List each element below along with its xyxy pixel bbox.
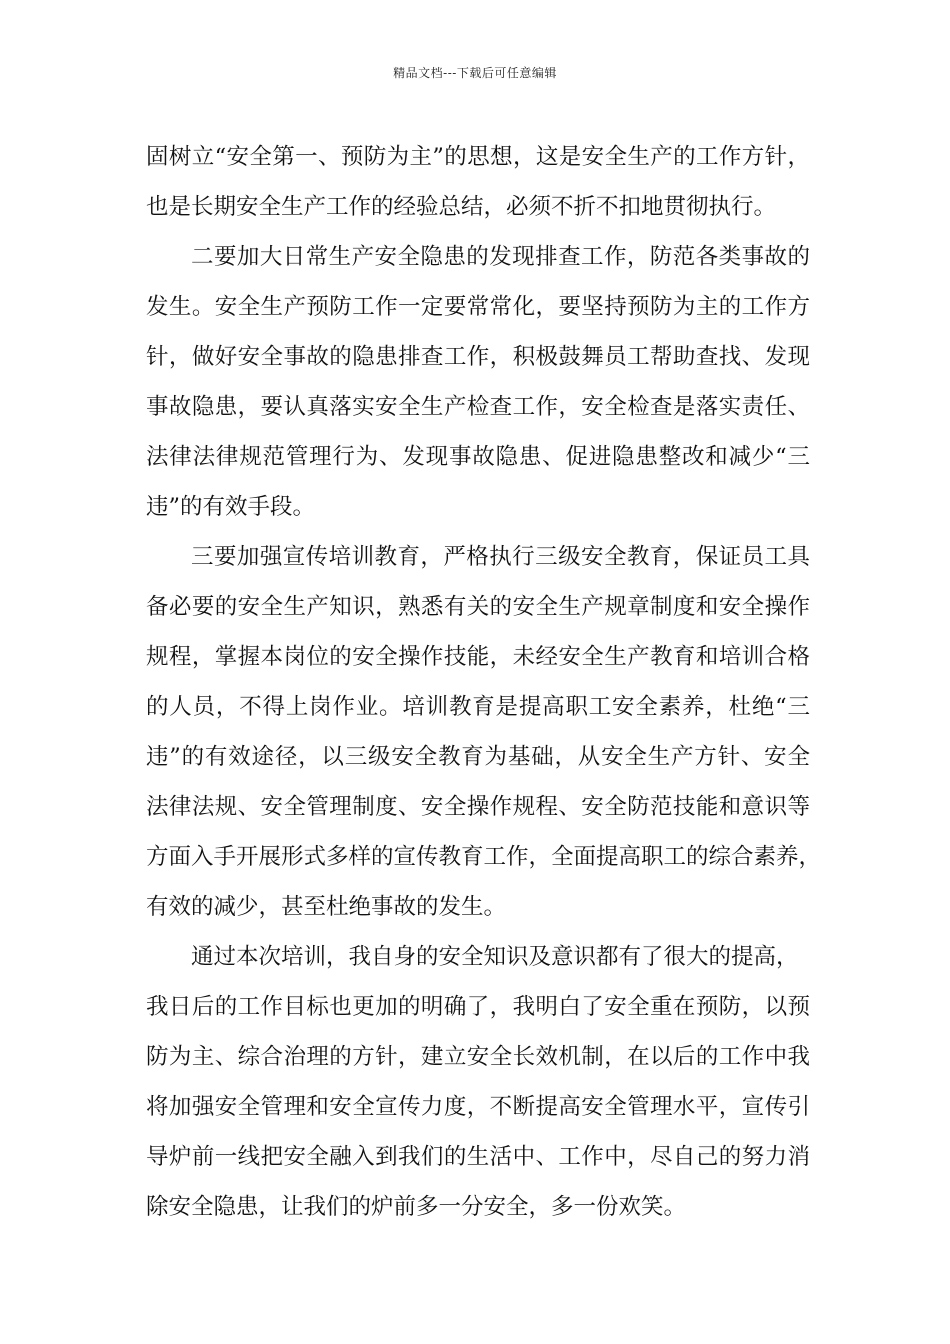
text-line: 固树立“安全第一、预防为主”的思想，这是安全生产的工作方针， xyxy=(146,144,810,170)
text-line: 有效的减少，甚至杜绝事故的发生。 xyxy=(146,894,507,920)
text-line: 我日后的工作目标也更加的明确了，我明白了安全重在预防，以预 xyxy=(146,994,810,1020)
page-header: 精品文档---下载后可任意编辑 xyxy=(393,66,557,80)
text-line: 防为主、综合治理的方针，建立安全长效机制，在以后的工作中我 xyxy=(146,1044,810,1070)
text-line: 针，做好安全事故的隐患排查工作，积极鼓舞员工帮助查找、发现 xyxy=(146,344,810,370)
text-line: 二要加大日常生产安全隐患的发现排查工作，防范各类事故的 xyxy=(191,244,810,270)
text-line: 备必要的安全生产知识，熟悉有关的安全生产规章制度和安全操作 xyxy=(146,594,810,620)
text-line: 法律法规、安全管理制度、安全操作规程、安全防范技能和意识等 xyxy=(146,794,810,820)
text-line: 违”的有效手段。 xyxy=(146,494,316,520)
text-line: 通过本次培训，我自身的安全知识及意识都有了很大的提高， xyxy=(191,944,799,970)
body-text xyxy=(146,132,822,1232)
text-line: 导炉前一线把安全融入到我们的生活中、工作中，尽自己的努力消 xyxy=(146,1144,810,1170)
text-line: 也是长期安全生产工作的经验总结，必须不折不扣地贯彻执行。 xyxy=(146,194,777,220)
text-line: 方面入手开展形式多样的宣传教育工作，全面提高职工的综合素养， xyxy=(146,844,822,870)
text-line: 除安全隐患，让我们的炉前多一分安全，多一份欢笑。 xyxy=(146,1194,687,1220)
text-line: 三要加强宣传培训教育，严格执行三级安全教育，保证员工具 xyxy=(191,544,810,570)
text-line: 事故隐患，要认真落实安全生产检查工作，安全检查是落实责任、 xyxy=(146,394,810,420)
text-line: 的人员，不得上岗作业。培训教育是提高职工安全素养，杜绝“三 xyxy=(146,694,810,720)
text-line: 规程，掌握本岗位的安全操作技能，未经安全生产教育和培训合格 xyxy=(146,644,810,670)
text-line: 发生。安全生产预防工作一定要常常化，要坚持预防为主的工作方 xyxy=(146,294,810,320)
text-line: 将加强安全管理和安全宣传力度，不断提高安全管理水平，宣传引 xyxy=(146,1094,810,1120)
text-line: 违”的有效途径，以三级安全教育为基础，从安全生产方针、安全 xyxy=(146,744,810,770)
text-line: 法律法律规范管理行为、发现事故隐患、促进隐患整改和减少“三 xyxy=(146,444,810,470)
